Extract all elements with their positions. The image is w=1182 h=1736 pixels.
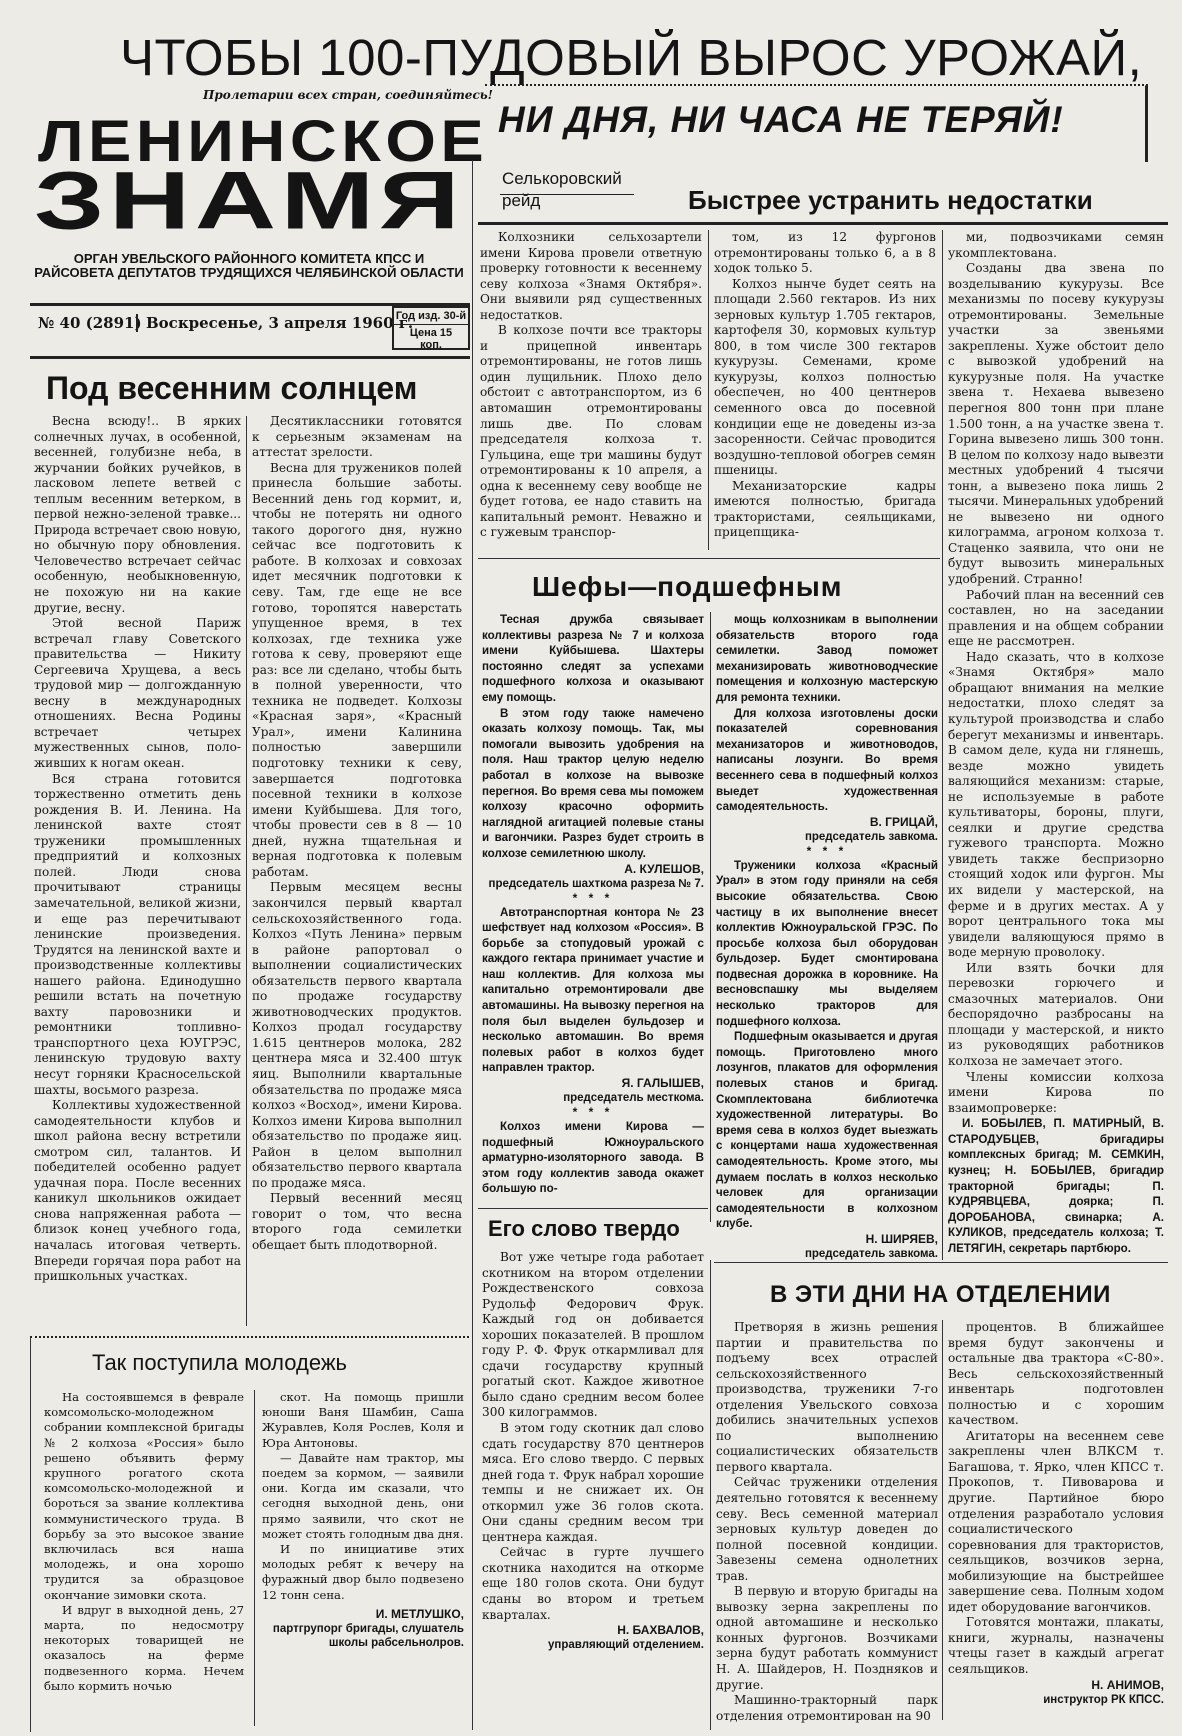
paragraph: Труженики колхоза «Красный Урал» в этом году приняли на себя высокие обязательства. Свою частицу в их выполнение внесет коллектив Южноуральской ГРЭС. По просьбе колхоза был оборудован бульдозер. Будет смонтирована подвесная дорожка в коровнике. На весновспашку мы выделяем несколько тракторов для подшефного колхоза. [716,858,938,1028]
otdelenie-column-2 [948,1320,1164,1707]
slovo-column [482,1250,704,1652]
price: Цена 15 коп. [409,327,453,351]
paragraph: Вот уже четыре года работает скотником на втором отделении Рождественского совхоза Рудольф Федорович Фрук. Каждый год он добивается хороших показателей. В прошлом году Р. Ф. Фрук откармливал для сдачи государству крупный рогатый скот. Каждое животное было сдано средним весом более 300 килограммов. [482,1250,704,1420]
separator-stars: * * * [572,1105,614,1120]
paragraph: Или взять бочки для перевозки горючего и смазочных материалов. Они беспорядочно разбросаны на площади у мастерской, и никто из руководящих работников колхоза не замечает этого. [948,960,1164,1068]
column-rule [942,1320,943,1720]
paragraph: Первый весенний месяц говорит о том, что весна второго года семилетки обещает быть плодотворной. [252,1191,462,1252]
raid-rule [478,222,1168,225]
paragraph: процентов. В ближайшее время будут закончены и остальные два трактора «С-80». Весь сельскохозяйственный инвентарь подготовлен полностью и с хорошим качеством. [948,1320,1164,1428]
paragraph: мощь колхозникам в выполнении обязательств второго года семилетки. Завод поможет механизировать животноводческие помещения и колхозную мастерскую для ремонта техники. [716,613,938,704]
paragraph: Надо сказать, что в колхозе «Знамя Октября» мало обращают внимания на мелкие недостатки, плохо следят за культурой производства и слабо берегут механизмы и инвентарь. В самом деле, куда ни глянешь, везде можно увидеть валяющийся механизм: старые, не используемые в работе культиваторы, бороны, плуги, сеялки и другие средства гужевого транспорта. Можно увидеть также беспризорно стоящий ходок или фургон. Мы их видели у мастерской, на ферме и в других местах. А у ворот центрального тока мы увидели валяющуюся прямо в воде мерную проволоку. [948,649,1164,960]
paragraph: Рабочий план на весенний сев составлен, но на заседании правления и на общем собрании еще не рассмотрен. [948,587,1164,649]
paragraph: Члены комиссии колхоза имени Кирова по взаимопроверке: [948,1069,1164,1115]
spring-title: Под весенним солнцем [46,370,418,406]
signature-name: Н. БАХВАЛОВ, [617,1623,704,1638]
issue-date: Воскресенье, 3 апреля 1960 г. [136,314,413,332]
paragraph: Этой весной Париж встречал главу Советского правительства — Никиту Сергеевича Хрущева, а весь трудовой мир — долгожданную весну в международных отношениях. Весна Родины встречает четырех мужественных сынов, положивших к ногам океан. [34,616,241,771]
slogan-line-1: ЧТОБЫ 100-ПУДОВЫЙ ВЫРОС УРОЖАЙ, [120,29,1143,86]
otdelenie-title: В ЭТИ ДНИ НА ОТДЕЛЕНИИ [770,1281,1111,1308]
signature-name: И. МЕТЛУШКО, [375,1606,464,1621]
column-rule [710,612,711,1222]
signature-title: председатель завкома. [804,830,938,843]
spring-column-2 [252,414,462,1254]
column-rule [708,230,709,550]
section-rule [478,1208,708,1209]
raid-title: Быстрее устранить недостатки [688,185,1093,215]
paragraph: ми, подвозчиками семян укомплектована. [948,230,1164,260]
paragraph: В этом году скотник дал слово сдать государству 870 центнеров мяса. Его слово твердо. С первых дней года т. Фрук набрал хорошие темпы и не снижает их. Он откормил уже 36 голов скота. Они сданы средним весом три центнера каждая. [482,1421,704,1544]
paragraph: Первым месяцем весны закончился первый квартал сельскохозяйственного года. Колхоз «Путь Ленина» первым в районе рапортовал о выполнении социалистических обязательств первого квартала по продаже государству животноводческих продуктов. Колхоз продал государству 1.615 центнеров молока, 282 центнера мяса и 32.400 штук яиц. Выполнили квартальные обязательства по продаже мяса колхоз «Восход», имени Кирова. Колхоз имени Кирова выполнил обязательство по продаже яиц. Район в целом выполнил обязательство первого квартала по продаже мяса. [252,880,462,1190]
signature-name: Н. ШИРЯЕВ, [865,1231,938,1246]
paragraph: В колхозе почти все тракторы и прицепной инвентарь отремонтированы, не готов лишь один лущильник. Плохо дело обстоит с автотранспортом, из 6 автомашин отремонтированы лишь две. По словам председателя колхоза т. Гульцина, еще три машины будут отремонтированы к 10 апреля, а одна к весеннему севу вообще не будет готова, ее надо ставить на капитальный ремонт. Неважно и с гужевым транспор- [480,323,702,540]
paragraph: И по инициативе этих молодых ребят к вечеру на фуражный двор было подвезено 12 тонн сена. [262,1542,464,1602]
raid-column-1 [480,230,702,541]
raid-rubric-line-2: рейд [502,191,541,210]
paragraph: Подшефным оказывается и другая помощь. Приготовлено много лозунгов, плакатов для оформления полевых станов и бригад. Скомплектована библиотечка художественной литературы. Во время сева в колхоз будет выезжать с концертами наша художественная самодеятельность. Кроме этого, мы думаем послать в колхоз несколько человек для организации самодеятельности в колхозном клубе. [716,1030,938,1231]
price-box [392,306,470,350]
paragraph: Созданы два звена по возделыванию кукурузы. Все механизмы по посеву кукурузы отремонтированы. Земельные участки за звеньями закреплены. Хуже обстоит дело с вывозкой удобрений на кукурузные поля. На участке звена т. Нехаева вывезено перегноя 800 тонн при плане 1.500 тонн, а на участке звена т. Горина вывезено лишь 300 тонн. В целом по колхозу надо вывезти местных удобрений 4 тысячи тонн, а вывезено пока лишь 2 тысячи. Минеральных удобрений не вывезено ни одного килограмма, агроном колхоза т. Стаценко заявила, что они не будут вывозить минеральных удобрений. Странно! [948,261,1164,587]
paragraph: скот. На помощь пришли юноши Ваня Шамбин, Саша Журавлев, Коля Рослев, Коля и Юра Антоновы. [262,1390,464,1450]
paragraph: В первую и вторую бригады на вывозку зерна закреплены по одной автомашине и несколько конных фургонов. Возчиками зерна будут работать коммунист Н. А. Шайдеров, Н. Поздняков и другие. [716,1584,938,1692]
separator-stars: * * * [806,843,848,858]
shefy-title: Шефы—подшефным [532,571,843,602]
rubric-underline [500,194,634,195]
signature-title: председатель месткома. [563,1092,704,1105]
raid-column-3 [948,230,1164,1257]
paragraph: Колхоз нынче будет сеять на площади 2.560 гектаров. Из них зерновых культур 1.705 гектаров, картофеля 30, кормовых культур 800, в том числе 300 гектаров кукурузы. Семенами, кроме кукурузы, колхоз полностью обеспечен, но 400 центнеров семенного овса до посевной кондиции еще не доведены из-за засоренности. Сейчас проводится воздушно-тепловой обогрев семян пшеницы. [714,276,936,478]
column-rule [942,230,943,1260]
shefy-column-1 [482,612,704,1197]
molodezh-column-2 [262,1390,464,1650]
paragraph: Механизаторские кадры имеются полностью, бригада трактористами, сеяльщиками, прицепщика- [714,478,936,540]
masthead-title-line-1: ЛЕНИНСКОЕ [38,109,489,174]
molodezh-column-1 [44,1390,244,1694]
section-rule [478,558,940,559]
paragraph: На состоявшемся в феврале комсомольско-молодежном собрании комплексной бригады № 2 колхоза «Россия» было решено объявить ферму крупного рогатого скота комсомольско-молодежной и бороться за звание коллектива коммунистического труда. В борьбу за это высокое звание включилась вся наша молодежь, и она хорошо трудится за образцовое окончание зимовки скота. [44,1390,244,1602]
signature-title: партгрупорг бригады, слушатель школы рабсельнолров. [272,1622,464,1649]
paragraph: Весна всюду!.. В ярких солнечных лучах, в особенной, весенней, голубизне неба, в журчании бойких ручейков, в ласковом лепете ветвей с теплым весенним ветерком, в первой нежно-зеленой травке... Природа встречает свою новую, но обычную пору обновления. Человечество встречает сейчас особенную, необыкновенную, не похожую ни на какие другие, весну. [34,414,241,615]
signature-name: В. ГРИЦАЙ, [869,814,938,829]
paragraph: Коллективы художественной самодеятельности клубов и школ района весну встретили смотром сил, талантов. И победителей особенно радует удачная пора. После весенних каникул школьников ожидает снова напряженная работа — близок конец учебного года, началась итоговая четверть. Впереди горячая пора работ на пришкольных участках. [34,1098,241,1284]
paragraph: В этом году также намечено оказать колхозу помощь. Так, мы помогали вывозить удобрения на поля. Наш трактор целую неделю работал в колхозе на вывозке перегноя. Во время сева мы поможем колхозу красочно оформить наглядной агитацией полевые станы и вагончики. Разрез будет строить в колхозе семилетнюю школу. [482,706,704,860]
paragraph: Машинно-тракторный парк отделения отремонтирован на 90 [716,1693,938,1723]
paragraph: Колхоз имени Кирова — подшефный Южноуральского арматурно-изоляторного завода. В этом году коллектив завода окажет большую по- [482,1120,704,1196]
paragraph: Вся страна готовится торжественно отметить день рождения В. И. Ленина. На ленинской вахте стоят труженики промышленных предприятий и колхозных полей. Люди снова прочитывают страницы замечательной, великой жизни, и еще раз перечитывают ленинские произведения. Трудятся на ленинской вахте и производственные коллективы нашего района. Единодушно решили встать на почетную вахту паровозники и ремонтники топливно-транспортного цеха ЮУГРЭС, ленинскую трудовую вахту несут горняки Красносельской шахты, восьмого разреза. [34,771,241,1097]
paragraph: И вдруг в выходной день, 27 марта, по недосмотру некоторых товарищей не оказалось на ферме подвезенного корма. Нечем было кормить ночью [44,1602,244,1693]
masthead-organ: ОРГАН УВЕЛЬСКОГО РАЙОННОГО КОМИТЕТА КПСС И РАЙСОВЕТА ДЕПУТАТОВ ТРУДЯЩИХСЯ ЧЕЛЯБИНСКОЙ ОБЛАСТИ [34,251,464,280]
paragraph: Десятиклассники готовятся к серьезным экзаменам на аттестат зрелости. [252,414,462,460]
raid-rubric-line-1: Селькоровский [502,169,622,188]
column-rule [254,1390,255,1726]
signature-name: А. КУЛЕШОВ, [624,861,704,876]
paragraph: Претворяя в жизнь решения партии и правительства по подъему всех отраслей сельскохозяйственного производства, труженики 7-го отделения Увельского совхоза добились значительных успехов по выполнению социалистических обязательств первого квартала. [716,1320,938,1474]
paragraph: Колхозники сельхозартели имени Кирова провели ответную проверку готовности к весеннему севу колхоза «Знамя Октября». Они выявили ряд существенных недостатков. [480,230,702,322]
section-rule [714,1262,1168,1263]
paragraph: Сейчас труженики отделения деятельно готовятся к весеннему севу. Весь семенной материал зерновых культур доведен до полной посевной кондиции. Завезены семена однолетних трав. [716,1475,938,1583]
publication-year: Год изд. 30-й [394,308,468,325]
otdelenie-column-1 [716,1320,938,1724]
raid-signatures: И. БОБЫЛЕВ, П. МАТИРНЫЙ, В. СТАРОДУБЦЕВ, бригадиры комплексных бригад; М. СЕМКИН, кузнец; Н. БОБЫЛЕВ, бригадир тракторной бригады; П. КУДРЯВЦЕВА, доярка; П. ДОРОБАНОВА, свинарка; А. КУЛИКОВ, председатель колхоза; Т. ЛЕТЯГИН, секретарь партбюро. [948,1117,1164,1255]
paragraph: Весна для тружеников полей принесла большие заботы. Весенний день год кормит, и, чтобы не потерять ни одного такого дорогого дня, нужно сейчас все подготовить к работе. В колхозах и совхозах идет месячник подготовки к севу. Там, где еще не все готово, торопятся наверстать упущенное время, в тех колхозах, где техника уже готова к севу, проверяют еще раз: все ли сделано, чтобы быть в полной уверенности, что техника не подведет. Колхозы «Красная заря», «Красный Урал», имени Калинина полностью завершили подготовку техники к севу, завершается подготовка посевной техники в колхозе имени Куйбышева. Для того, чтобы провести сев в 8 — 10 дней, нужна тщательная и верная подготовка к полевым работам. [252,460,462,879]
separator-stars: * * * [572,890,614,905]
signature-title: инструктор РК КПСС. [1043,1693,1164,1706]
paragraph: том, из 12 фургонов отремонтированы только 6, а в 8 ходок только 5. [714,230,936,276]
molodezh-title: Так поступила молодежь [92,1350,347,1375]
shefy-column-2 [716,612,938,1261]
paragraph: Для колхоза изготовлены доски показателей соревнования механизаторов и животноводов, написаны лозунги. Во время весеннего сева в подшефный колхоз выедет художественная самодеятельность. [716,706,938,814]
signature-name: Я. ГАЛЫШЕВ, [621,1076,704,1091]
signature-title: председатель шахткома разреза № 7. [488,877,704,890]
raid-rubric [502,168,622,212]
slogan-line-2: НИ ДНЯ, НИ ЧАСА НЕ ТЕРЯЙ! [498,99,1064,140]
paragraph: Агитаторы на весеннем севе закреплены член ВЛКСМ т. Багашова, т. Ярко, член КПСС т. Прокопов, т. Пивоварова и другие. Партийное бюро отделения разработало условия социалистического соревнования для трактористов, сеяльщиков, возчиков зерна, мобилизующие на быстрейшее завершение сева. Полным ходом идет оборудование вагончиков. [948,1428,1164,1614]
page-rule [472,160,473,1730]
slovo-title: Его слово твердо [488,1216,680,1241]
signature-title: председатель завкома. [804,1247,938,1260]
paragraph: — Давайте нам трактор, мы поедем за кормом, — заявили они. Когда им сказали, что сегодня выходной день, они прямо заявили, что скот не может стоять голодным два дня. [262,1450,464,1541]
motto: Пролетарии всех стран, соединяйтесь! [203,88,493,102]
paragraph: Готовятся монтажи, плакаты, книги, журналы, назначены чтецы газет в каждый агрегат сеяльщиков. [948,1615,1164,1677]
column-rule [710,1260,711,1730]
issue-number: № 40 (2891) [38,314,142,332]
paragraph: Тесная дружба связывает коллективы разреза № 7 и колхоза имени Куйбышева. Шахтеры постоянно следят за успехами подшефного колхоза и оказывают ему помощь. [482,613,704,704]
signature-title: управляющий отделением. [548,1639,704,1652]
paragraph: Автотранспортная контора № 23 шефствует над колхозом «Россия». В борьбе за стопудовый урожай с каждого гектара принимает участие и наш коллектив. Для колхоза мы капитально отремонтировали две автомашины. На вывозку перегноя на поля был выделен бульдозер и несколько автомашин. Во время полевых работ в колхоз будет направлен трактор. [482,905,704,1075]
masthead-title-line-2: ЗНАМЯ [34,155,465,247]
raid-column-2 [714,230,936,541]
paragraph: Сейчас в гурте лучшего скотника находится на откорме еще 180 голов скота. Они будут сданы во втором и третьем кварталах. [482,1545,704,1622]
column-rule [246,416,247,1326]
spring-column-1 [34,414,241,1285]
signature-name: Н. АНИМОВ, [1091,1677,1164,1692]
